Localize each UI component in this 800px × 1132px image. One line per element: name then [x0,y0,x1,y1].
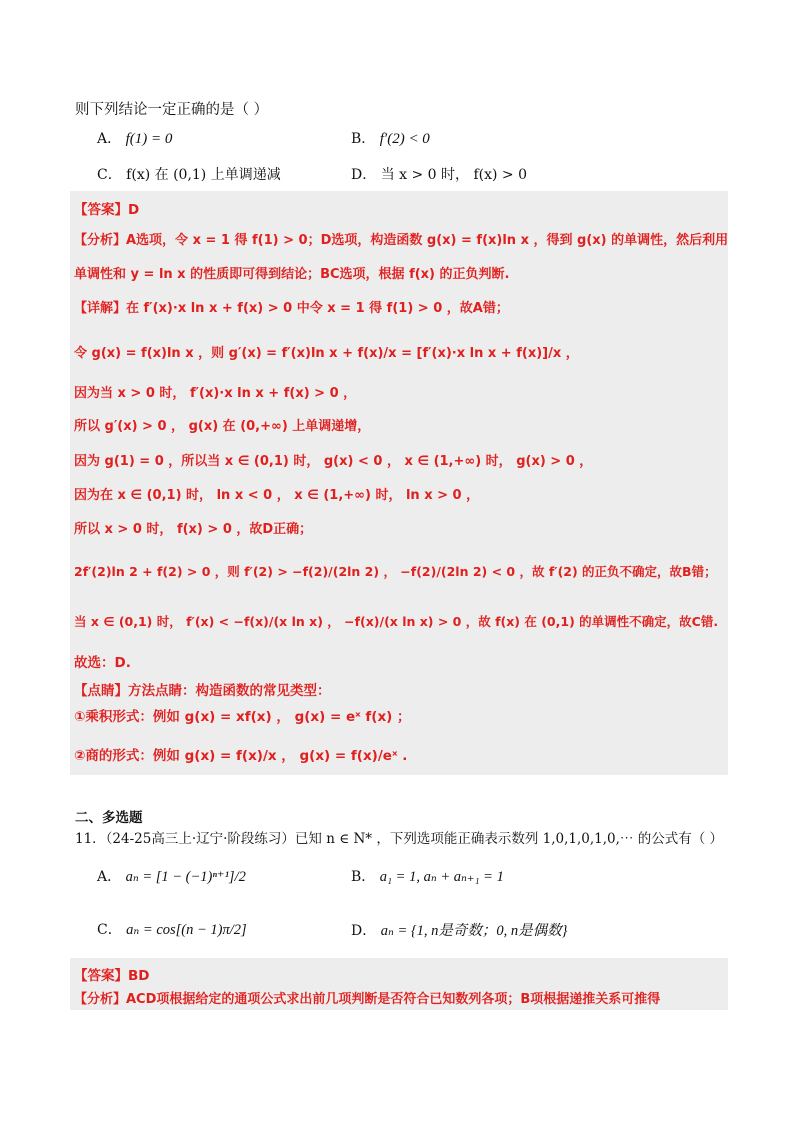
option-a-letter: A． [97,131,122,147]
q11-option-a-text: aₙ = [1 − (−1)ⁿ⁺¹]/2 [125,869,246,885]
tip-line-2: ②商的形式：例如 g(x) = f(x)/x ， g(x) = f(x)/eˣ . [74,748,408,764]
section-heading: 二、多选题 [75,810,143,826]
detail-line-8: 2f′(2)ln 2 + f(2) > 0 ，则 f′(2) > −f(2)/(2ln 2) ， −f(2)/(2ln 2) < 0 ，故 f′(2) 的正负不确定，故B错； [74,564,717,579]
detail-line-6: 因为在 x ∈ (0,1) 时， ln x < 0 ， x ∈ (1,+∞) 时， ln x > 0 ， [74,488,480,503]
detail-line-7: 所以 x > 0 时， f(x) > 0 ，故D正确； [74,522,313,537]
answer-label: 【答案】D [74,202,140,218]
detail-line-9: 当 x ∈ (0,1) 时， f′(x) < −f(x)/(x ln x) ， −f(x)/(x ln x) > 0 ，故 f(x) 在 (0,1) 的单调性不确定，故C错. [74,614,719,629]
option-c [97,164,281,184]
option-b-text: f′(2) < 0 [379,131,430,147]
q11-option-d-letter: D． [351,923,377,939]
option-c-letter: C． [97,167,122,183]
q11-option-a-letter: A． [97,869,122,885]
tip-heading: 【点睛】方法点睛：构造函数的常见类型： [74,683,331,699]
q11-option-d-text: aₙ = {1, n是奇数；0, n是偶数} [380,923,568,939]
q11-option-c-text: aₙ = cos[(n − 1)π/2] [126,922,247,938]
detail-line-2: 令 g(x) = f(x)ln x ，则 g′(x) = f′(x)ln x + f(x)/x = [f′(x)·x ln x + f(x)]/x ， [74,346,579,361]
detail-line-1: 【详解】在 f′(x)·x ln x + f(x) > 0 中令 x = 1 得 f(1) > 0 ，故A错； [74,301,509,316]
q11-option-b-letter: B． [351,869,376,885]
option-c-text: f(x) 在 (0,1) 上单调递减 [126,167,281,183]
q11-option-c [97,919,247,939]
q11-option-c-letter: C． [97,922,122,938]
option-d [351,164,527,184]
q11-option-b [351,866,504,886]
option-d-letter: D． [351,167,377,183]
tip-line-1: ①乘积形式：例如 g(x) = xf(x) ， g(x) = eˣ f(x) ； [74,709,411,725]
question-11-stem: 11．（24-25高三上·辽宁·阶段练习）已知 n ∈ N* ，下列选项能正确表示数列 1,0,1,0,1,0,⋯ 的公式有（ ） [75,831,723,847]
option-a [97,128,172,148]
choose-line: 故选：D. [74,655,131,671]
analysis-line-2: 单调性和 y = ln x 的性质即可得到结论；BC选项，根据 f(x) 的正负判断. [74,267,510,282]
analysis-line-1: 【分析】A选项，令 x = 1 得 f(1) > 0；D选项，构造函数 g(x) = f(x)ln x ，得到 g(x) 的单调性，然后利用 [74,233,729,248]
detail-line-3: 因为当 x > 0 时， f′(x)·x ln x + f(x) > 0 ， [74,386,357,401]
detail-line-4: 所以 g′(x) > 0 ， g(x) 在 (0,+∞) 上单调递增， [74,419,371,434]
question-intro: 则下列结论一定正确的是（ ） [75,102,269,118]
option-b [351,128,430,148]
q11-option-d [351,919,567,940]
q11-analysis: 【分析】ACD项根据给定的通项公式求出前几项判断是否符合已知数列各项；B项根据递推关系可推得 [74,992,661,1007]
detail-line-5: 因为 g(1) = 0 ，所以当 x ∈ (0,1) 时， g(x) < 0 ， x ∈ (1,+∞) 时， g(x) > 0 ， [74,454,593,469]
q11-option-a [97,866,246,886]
q11-option-b-text: a₁ = 1, aₙ + aₙ₊₁ = 1 [379,869,504,885]
option-a-text: f(1) = 0 [125,131,173,147]
option-b-letter: B． [351,131,376,147]
q11-answer-label: 【答案】BD [74,968,150,984]
option-d-text: 当 x > 0 时， f(x) > 0 [380,167,528,183]
